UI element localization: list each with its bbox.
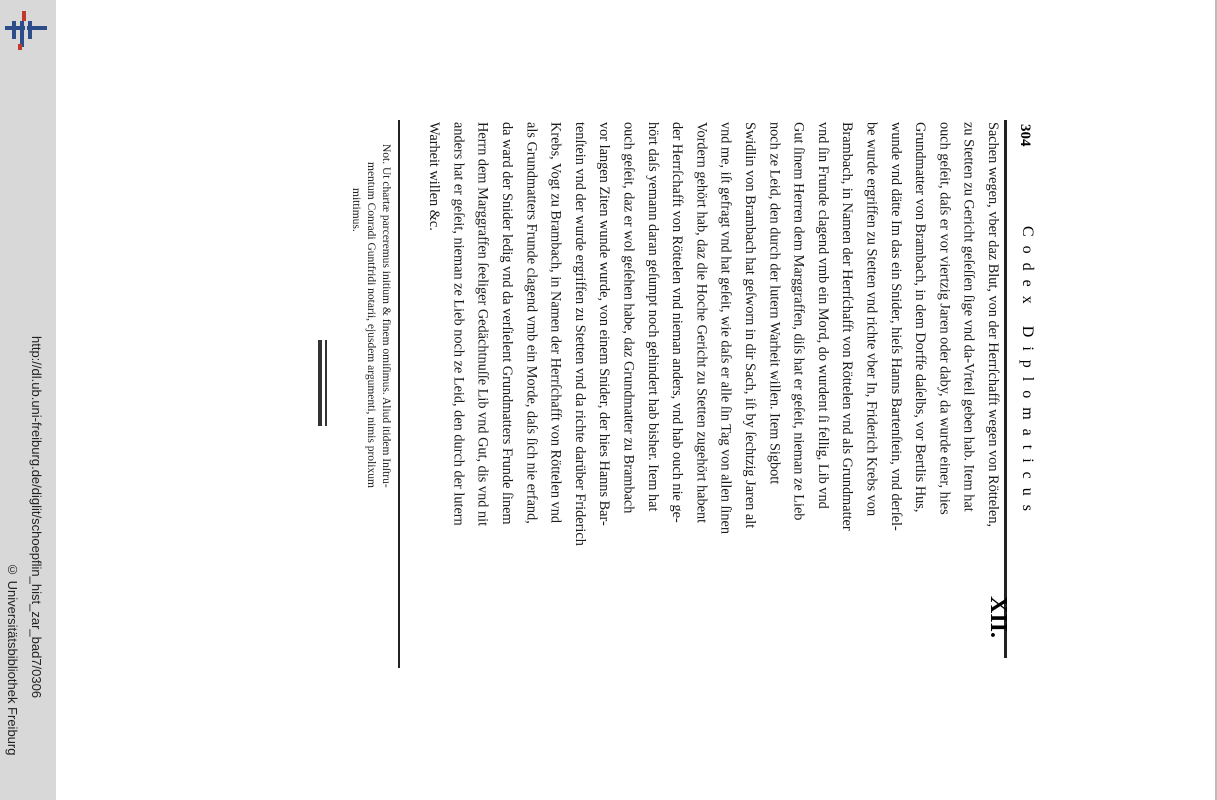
text-line: Warheit willen &c.: [426, 122, 443, 231]
text-line: hört daſs yemann daran geſumpt noch gehindert hab bisher. Item hat: [644, 122, 661, 512]
text-line: vor langen Ziten wunde wurde, von einem Snider, der hies Hanns Bar-: [596, 122, 613, 526]
header-rule: [1004, 120, 1007, 658]
text-line: als Grundmatters Frunde clagend vmb ein Morde, daſs ſich nie erfand,: [523, 122, 540, 524]
text-line: ouch geſeit, daſs er vor viertzig Jaren oder daby, da wurde einer, hies: [936, 122, 953, 515]
text-line: Vordern gehört hab, daz die Hoche Gericht zu Stetten zugehört habent: [693, 122, 710, 524]
ub-freiburg-logo-icon[interactable]: [4, 8, 48, 52]
text-line: noch ze Leid, den durch der lutern Warheit willen. Item Sigbott: [766, 122, 783, 485]
viewer-sidebar: [0, 0, 56, 800]
text-line: tenſtein vnd der wurde ergriffen zu Stetten vnd da richte darüber Friderich: [571, 122, 588, 546]
text-line: Krebs, Vogt zu Brambach, in Namen der Herrſchafft von Röttelen vnd: [547, 122, 564, 524]
text-line: zu Stetten zu Gericht geſeſſen ſige vnd da-Vrteil geben hab. Item hat: [960, 122, 977, 512]
note-line: mentum Conradi Guntfridi notarii, ejusdem argumenti, nimis prolixum: [365, 162, 377, 488]
running-title: Codex Diplomaticus: [1019, 226, 1036, 520]
note-rule: [398, 120, 400, 668]
text-line: wunde vnd dätte Im das ein Snider, hieſs Hanns Bartenſtein, vnd derſel-: [887, 122, 904, 531]
text-line: vnd me, iſt gefragt vnd hat geſeit, wie daſs er alle ſin Tag von allen ſinen: [717, 122, 734, 535]
text-line: Gut ſinem Herren dem Marggraffen, diſs hat er geſeit, nieman ze Lieb: [790, 122, 807, 521]
text-line: Swidlin von Brambach hat geſworn in dir Sach, iſt by ſechtzig Jaren alt: [742, 122, 758, 529]
text-line: Grundmatter von Brambach, in dem Dorffe daſelbs, vor Bertlis Hus,: [912, 122, 929, 513]
copyright-notice: © Universitätsbibliothek Freiburg: [5, 562, 20, 756]
text-line: vnd ſin Frunde clagend vmb ein Mord, do wurdent ſi fellig, Lib vnd: [814, 122, 831, 509]
text-line: Brambach, in Namen der Herrſchafft von Röttelen vnd als Grundmatter: [839, 122, 856, 531]
text-line: be wurde ergriffen zu Stetten vnd richte vber In, Friderich Krebs von: [863, 122, 880, 517]
text-line: ouch geſeit, daz er wol geſehen habe, daz Grundmatter zu Brambach: [620, 122, 637, 514]
scanned-page: [56, 0, 1217, 800]
note-line: Not. Ut chartæ parceremus initium & finem omiſimus. Aliud itidem Inſtru-: [380, 144, 392, 488]
ornament-divider: [318, 340, 327, 426]
text-line: Herrn dem Marggraffen ſeeliger Gedächtnuſſe Lib vnd Gut, dis vnd nit: [474, 122, 491, 527]
text-line: anders hat er geſeit, nieman ze Lieb noch ze Leid, den durch der lutern: [450, 122, 467, 526]
text-line: Sachen wegen, vber daz Blut, von der Herrſchafft wegen von Röttelen,: [985, 122, 1001, 528]
text-line: der Herrſchafft von Röttelen vnd nieman anders, vnd hab ouch nie ge-: [669, 122, 686, 523]
section-number: XII.: [985, 596, 1011, 639]
note-line: mittimus.: [350, 188, 362, 232]
document-url[interactable]: http://dl.ub.uni-freiburg.de/diglit/schoepflin_hist_zar_bad7/0306: [29, 336, 44, 699]
text-line: da ward der Snider ledig vnd da verſielent Grundmatters Frunde ſinem: [499, 122, 515, 525]
page-number: 304: [1017, 124, 1033, 147]
